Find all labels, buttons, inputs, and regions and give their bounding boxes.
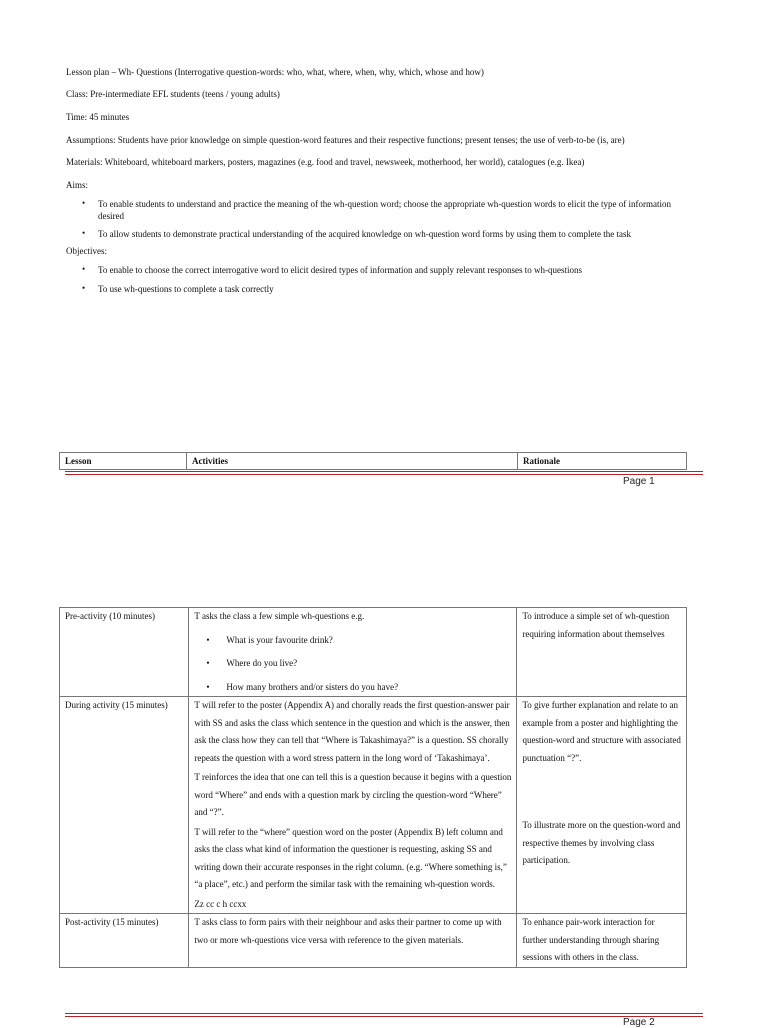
- activities-cell-post: T asks class to form pairs with their neighbour and asks their partner to come up with two or more wh-questions vice versa with reference to the given materials.: [189, 914, 517, 968]
- aims-bullet-2: •: [82, 228, 86, 238]
- time-line: Time: 45 minutes: [66, 112, 130, 122]
- during-paragraph-2: T reinforces the idea that one can tell this is a question because it begins with a question word “Where” and ends with a question mark by circling the question-word “Where” and “?”.: [194, 772, 512, 817]
- page-number-2: Page 2: [623, 1017, 655, 1028]
- aims-label: Aims:: [66, 180, 89, 190]
- lesson-plan-title: Lesson plan – Wh- Questions (Interrogative question-words: who, what, where, when, why, which, whose and how): [66, 67, 484, 77]
- pre-activity-intro: T asks the class a few simple wh-questions e.g.: [194, 611, 365, 621]
- footer-rule-top: [65, 471, 703, 472]
- table-row-post-activity: [60, 914, 687, 968]
- question-item: • What is your favourite drink?: [194, 632, 511, 650]
- lesson-cell-during: During activity (15 minutes): [60, 697, 189, 914]
- rationale-cell-post: To enhance pair-work interaction for further understanding through sharing sessions with others in the class.: [517, 914, 687, 968]
- during-rationale-2: To illustrate more on the question-word and respective themes by involving class participation.: [522, 820, 681, 865]
- class-line: Class: Pre-intermediate EFL students (teens / young adults): [66, 89, 280, 99]
- objectives-bullet-1: •: [82, 264, 86, 274]
- lesson-table: [59, 607, 687, 968]
- lesson-cell-pre: Pre-activity (10 minutes): [60, 608, 189, 697]
- question-item: • Where do you live?: [194, 655, 511, 673]
- header-lesson: Lesson: [60, 453, 187, 470]
- rationale-cell-during: [517, 697, 687, 914]
- lesson-cell-post: Post-activity (15 minutes): [60, 914, 189, 968]
- activities-cell-during: [189, 697, 517, 914]
- footer-rule-bottom-2: [65, 1016, 703, 1017]
- during-paragraph-4: Zz cc c h ccxx: [194, 898, 247, 909]
- table-row-during-activity: [60, 697, 687, 914]
- header-activities: Activities: [187, 453, 518, 470]
- during-rationale-1: To give further explanation and relate to an example from a poster and highlighting the question-word and structure with associated punctuation “?”.: [522, 700, 681, 763]
- objectives-item-1: To enable to choose the correct interrogative word to elicit desired types of information and supply relevant responses to wh-questions: [98, 265, 582, 275]
- header-rationale: Rationale: [518, 453, 687, 470]
- table-row-pre-activity: [60, 608, 687, 697]
- assumptions-line: Assumptions: Students have prior knowledge on simple question-word features and their respective functions; present tenses; the use of verb-to-be (is, are): [66, 135, 625, 145]
- footer-rule-top-2: [65, 1013, 703, 1014]
- page-number-1: Page 1: [623, 476, 655, 487]
- aims-bullet-1: •: [82, 198, 86, 208]
- activities-cell-pre: [189, 608, 517, 697]
- aims-item-2: To allow students to demonstrate practical understanding of the acquired knowledge on wh-question word forms by using them to complete the task: [98, 229, 631, 239]
- objectives-bullet-2: •: [82, 283, 86, 293]
- objectives-item-2: To use wh-questions to complete a task correctly: [98, 284, 274, 294]
- footer-rule-bottom: [65, 474, 703, 475]
- materials-line: Materials: Whiteboard, whiteboard markers, posters, magazines (e.g. food and travel, newsweek, motherhood, her world), catalogues (e.g. Ikea): [66, 157, 585, 167]
- during-paragraph-3: T will refer to the “where” question word on the poster (Appendix B) left column and asks the class what kind of information the questioner is requesting, asking SS and writing down their accurate responses in the right column. (e.g. “Where something is,” “a place”, etc.) and perform the similar task with the remaining wh-question words.: [194, 826, 507, 889]
- objectives-label: Objectives:: [66, 246, 107, 256]
- during-paragraph-1: T will refer to the poster (Appendix A) and chorally reads the first question-answer pair with SS and asks the class which sentence in the question and which is the answer, then ask the class how they can tell that “Where is Takashimaya?” is a question. SS chorally repeats the question with a word stress pattern in the long word of ‘Takashimaya’.: [194, 700, 510, 763]
- rationale-cell-pre: To introduce a simple set of wh-question requiring information about themselves: [517, 608, 687, 697]
- lesson-table-header: [59, 452, 687, 470]
- aims-item-1: To enable students to understand and practice the meaning of the wh-question word; choose the appropriate wh-question words to elicit the type of information desired: [98, 199, 671, 221]
- question-list: [194, 632, 511, 697]
- question-item: • How many brothers and/or sisters do you have?: [194, 679, 511, 697]
